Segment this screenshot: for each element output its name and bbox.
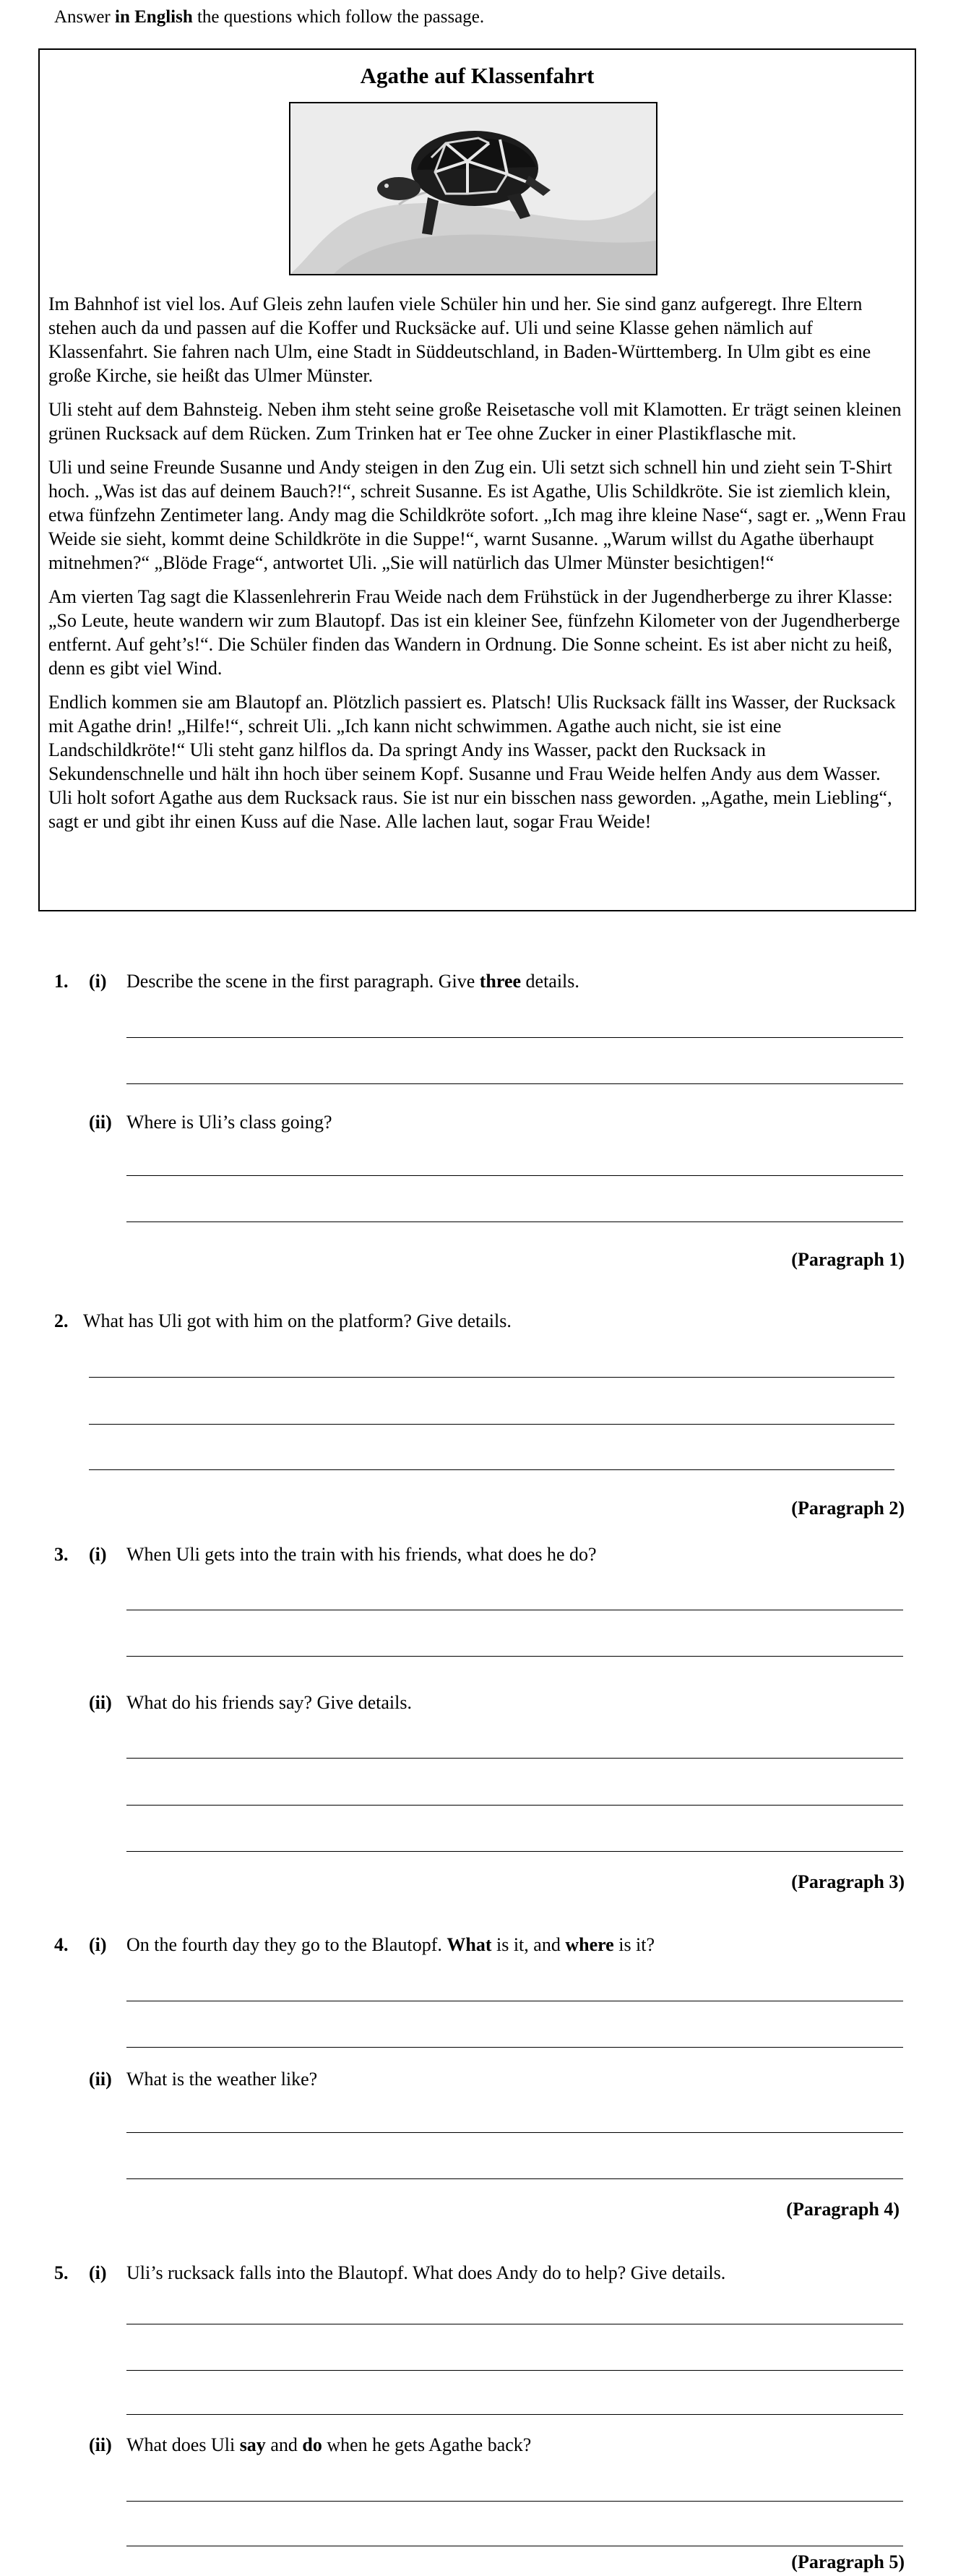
question-1-i-text: Describe the scene in the first paragraph. Give three details. — [126, 971, 579, 992]
question-3-ii-text: What do his friends say? Give details. — [126, 1692, 412, 1713]
answer-line[interactable] — [126, 2178, 903, 2179]
question-4-i-text: On the fourth day they go to the Blautopf. What is it, and where is it? — [126, 1934, 655, 1955]
answer-line[interactable] — [126, 1656, 903, 1657]
question-3-ii-label: (ii) — [89, 1692, 112, 1713]
passage-text — [48, 292, 906, 843]
tortoise-photo — [289, 102, 657, 275]
answer-line[interactable] — [126, 1175, 903, 1176]
answer-line[interactable] — [126, 1805, 903, 1806]
question-1-number: 1. — [54, 971, 69, 992]
passage-paragraph-4: Am vierten Tag sagt die Klassenlehrerin Frau Weide nach dem Frühstück in der Jugendherberge zu ihrer Klasse: „So Leute, heute wandern wir zum Blautopf. Das ist ein kleiner See, fünfzehn Kilometer von der Jugendherberge entfernt. Auf geht’s!“. Die Schüler finden das Wandern in Ordnung. Die Sonne scheint. Es ist aber nicht zu heiß, denn es gibt viel Wind. — [48, 586, 900, 679]
question-4-ii-text: What is the weather like? — [126, 2069, 318, 2090]
answer-line[interactable] — [89, 1469, 894, 1470]
question-1-reference: (Paragraph 1) — [791, 1249, 905, 1270]
passage-title: Agathe auf Klassenfahrt — [360, 63, 595, 88]
question-2-number: 2. — [54, 1310, 69, 1331]
passage-paragraph-2: Uli steht auf dem Bahnsteig. Neben ihm steht seine große Reisetasche voll mit Klamotten. Er trägt seinen kleinen grünen Rucksack auf dem Rücken. Zum Trinken hat er Tee ohne Zucker in einer Plastikflasche mit. — [48, 399, 902, 444]
question-4-number: 4. — [54, 1934, 69, 1955]
question-5-reference: (Paragraph 5) — [791, 2551, 905, 2572]
answer-line[interactable] — [126, 1037, 903, 1038]
question-1-i-label: (i) — [89, 971, 107, 992]
question-1-ii-text: Where is Uli’s class going? — [126, 1112, 332, 1133]
question-5-i-label: (i) — [89, 2262, 107, 2283]
question-3-i-label: (i) — [89, 1544, 107, 1565]
passage-paragraph-5: Endlich kommen sie am Blautopf an. Plötzlich passiert es. Platsch! Ulis Rucksack fällt ins Wasser, der Rucksack mit Agathe drin! „Hilfe!“, schreit Uli. „Ich kann nicht schwimmen. Agathe auch nicht, sie ist eine Landschildkröte!“ Uli steht ganz hilflos da. Da springt Andy ins Wasser, packt den Rucksack in Sekundenschnelle und hält ihn hoch über seinem Kopf. Susanne und Frau Weide helfen Andy aus dem Wasser. Uli holt sofort Agathe aus dem Rucksack raus. Sie ist nur ein bisschen nass geworden. „Agathe, mein Liebling“, sagt er und gibt ihr einen Kuss auf die Nase. Alle lachen laut, sogar Frau Weide! — [48, 692, 896, 832]
answer-line[interactable] — [126, 1758, 903, 1759]
question-5-number: 5. — [54, 2262, 69, 2283]
question-3-i-text: When Uli gets into the train with his friends, what does he do? — [126, 1544, 597, 1565]
answer-line[interactable] — [126, 1851, 903, 1852]
question-3-number: 3. — [54, 1544, 69, 1565]
question-4-reference: (Paragraph 4) — [786, 2199, 900, 2220]
question-5-ii-label: (ii) — [89, 2434, 112, 2455]
question-4-ii-label: (ii) — [89, 2069, 112, 2090]
question-3-reference: (Paragraph 3) — [791, 1871, 905, 1892]
question-1-ii-label: (ii) — [89, 1112, 112, 1133]
instruction-bold: in English — [115, 7, 193, 27]
instruction-suffix: the questions which follow the passage. — [192, 7, 485, 27]
answer-line[interactable] — [126, 2370, 903, 2371]
passage-paragraph-3: Uli und seine Freunde Susanne und Andy steigen in den Zug ein. Uli setzt sich schnell hin und zieht sein T-Shirt hoch. „Was ist das auf deinem Bauch?!“, schreit Susanne. Es ist Agathe, Ulis Schildkröte. Sie ist ziemlich klein, etwa fünfzehn Zentimeter lang. Andy mag die Schildkröte sofort. „Ich mag ihre kleine Nase“, sagt er. „Wenn Frau Weide sie sieht, kommt deine Schildkröte in die Suppe!“, warnt Susanne. „Warum willst du Agathe überhaupt mitnehmen?“ „Blöde Frage“, antwortet Uli. „Sie will natürlich das Ulmer Münster besichtigen!“ — [48, 457, 906, 573]
question-5-ii-text: What does Uli say and do when he gets Agathe back? — [126, 2434, 532, 2455]
answer-line[interactable] — [126, 2414, 903, 2415]
question-2-reference: (Paragraph 2) — [791, 1498, 905, 1519]
instruction — [54, 7, 484, 27]
instruction-prefix: Answer — [54, 7, 116, 27]
passage-box — [38, 48, 916, 911]
question-4-i-label: (i) — [89, 1934, 107, 1955]
question-5-i-text: Uli’s rucksack falls into the Blautopf. What does Andy do to help? Give details. — [126, 2262, 726, 2283]
passage-paragraph-1: Im Bahnhof ist viel los. Auf Gleis zehn laufen viele Schüler hin und her. Sie sind ganz aufgeregt. Ihre Eltern stehen auch da und passen auf die Koffer und Rucksäcke auf. Uli und seine Klasse gehen nämlich auf Klassenfahrt. Sie fahren nach Ulm, eine Stadt in Süddeutschland, in Baden-Württemberg. In Ulm gibt es eine große Kirche, sie heißt das Ulmer Münster. — [48, 293, 871, 386]
answer-line[interactable] — [89, 1377, 894, 1378]
answer-line[interactable] — [126, 2501, 903, 2502]
question-2-text: What has Uli got with him on the platform? Give details. — [83, 1310, 512, 1331]
answer-line[interactable] — [89, 1424, 894, 1425]
answer-line[interactable] — [126, 2047, 903, 2048]
answer-line[interactable] — [126, 1083, 903, 1084]
answer-line[interactable] — [126, 2132, 903, 2133]
tortoise-illustration — [290, 103, 656, 274]
